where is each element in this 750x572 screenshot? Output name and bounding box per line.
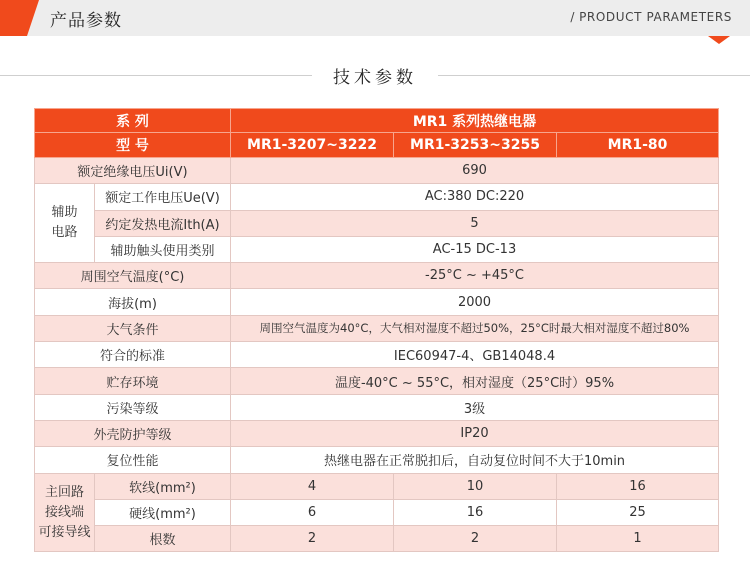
- row-value: AC:380 DC:220: [231, 184, 719, 210]
- row-value: IP20: [231, 420, 719, 446]
- table-header-row: [35, 109, 719, 133]
- table-row: [35, 447, 719, 473]
- group-label-aux: [35, 184, 95, 263]
- table-row: [35, 499, 719, 525]
- table-row: [35, 526, 719, 552]
- table-row: [35, 184, 719, 210]
- table-row: [35, 473, 719, 499]
- row-value: 25: [557, 499, 719, 525]
- row-value: IEC60947-4、GB14048.4: [231, 342, 719, 368]
- header-accent-notch: [27, 0, 39, 36]
- row-label: 贮存环境: [35, 368, 231, 394]
- row-value: 2: [231, 526, 394, 552]
- row-value: 10: [394, 473, 557, 499]
- row-value: -25°C ~ +45°C: [231, 263, 719, 289]
- chevron-down-icon: [708, 36, 730, 44]
- row-label: 外壳防护等级: [35, 420, 231, 446]
- table-row: [35, 420, 719, 446]
- group-label-line: 接线端: [44, 504, 84, 520]
- subtitle-slash: /: [570, 10, 576, 24]
- row-label: 额定绝缘电压Ui(V): [35, 158, 231, 184]
- row-value: AC-15 DC-13: [231, 236, 719, 262]
- page-subtitle-en: [570, 10, 732, 24]
- row-value: 6: [231, 499, 394, 525]
- row-value: 2: [394, 526, 557, 552]
- table-row: [35, 158, 719, 184]
- row-value: 周围空气温度为40°C，大气相对湿度不超过50%，25°C时最大相对湿度不超过80%: [231, 315, 719, 341]
- row-value: 16: [557, 473, 719, 499]
- row-label: 额定工作电压Ue(V): [95, 184, 231, 210]
- row-label: 约定发热电流Ith(A): [95, 210, 231, 236]
- table-row: [35, 315, 719, 341]
- subtitle-text: PRODUCT PARAMETERS: [579, 10, 732, 24]
- model-2: MR1-3253~3255: [394, 133, 557, 158]
- row-label: 周围空气温度(°C): [35, 263, 231, 289]
- page-title: 产品参数: [50, 11, 122, 31]
- table-row: [35, 236, 719, 262]
- row-value: 4: [231, 473, 394, 499]
- row-value: 16: [394, 499, 557, 525]
- section-divider-right: [438, 75, 750, 76]
- section-title: 技术参数: [333, 68, 417, 88]
- row-label: 污染等级: [35, 394, 231, 420]
- section-divider-left: [0, 75, 312, 76]
- model-1: MR1-3207~3222: [231, 133, 394, 158]
- model-3: MR1-80: [557, 133, 719, 158]
- row-value: 5: [231, 210, 719, 236]
- row-label: 根数: [95, 526, 231, 552]
- table-row: [35, 342, 719, 368]
- model-label: 型 号: [35, 133, 231, 158]
- row-label: 大气条件: [35, 315, 231, 341]
- group-label-line: 主回路: [44, 484, 84, 500]
- table-row: [35, 263, 719, 289]
- table-header-row: [35, 133, 719, 158]
- series-value: MR1 系列热继电器: [231, 109, 719, 133]
- series-label: 系 列: [35, 109, 231, 133]
- row-label: 符合的标准: [35, 342, 231, 368]
- row-label: 辅助触头使用类别: [95, 236, 231, 262]
- group-label-wire: [35, 473, 95, 552]
- table-row: [35, 210, 719, 236]
- row-label: 海拔(m): [35, 289, 231, 315]
- group-label-line: 电路: [51, 225, 78, 241]
- row-value: 1: [557, 526, 719, 552]
- row-value: 温度-40°C ~ 55°C，相对湿度（25°C时）95%: [231, 368, 719, 394]
- row-label: 硬线(mm²): [95, 499, 231, 525]
- row-label: 复位性能: [35, 447, 231, 473]
- table-row: [35, 289, 719, 315]
- row-label: 软线(mm²): [95, 473, 231, 499]
- row-value: 热继电器在正常脱扣后，自动复位时间不大于10min: [231, 447, 719, 473]
- table-row: [35, 368, 719, 394]
- group-label-line: 可接导线: [38, 524, 91, 540]
- row-value: 690: [231, 158, 719, 184]
- group-label-line: 辅助: [51, 205, 78, 221]
- spec-table: [34, 108, 719, 552]
- row-value: 2000: [231, 289, 719, 315]
- header-accent-bar: [0, 0, 27, 36]
- row-value: 3级: [231, 394, 719, 420]
- table-row: [35, 394, 719, 420]
